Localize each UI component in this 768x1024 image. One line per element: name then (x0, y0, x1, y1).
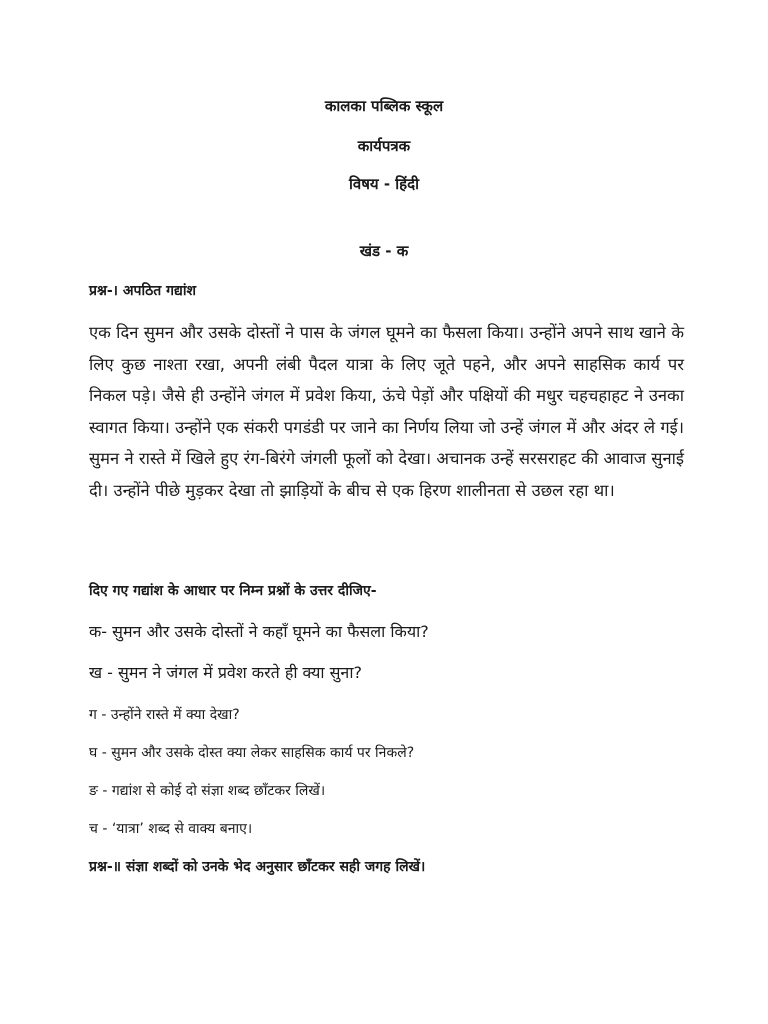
question-1-title: प्रश्न-। अपठित गद्यांश (89, 283, 196, 299)
question-1-instruction: दिए गए गद्यांश के आधार पर निम्न प्रश्नों के उत्तर दीजिए- (89, 583, 377, 599)
school-name: कालका पब्लिक स्कूल (324, 97, 444, 115)
subject-line: विषय - हिंदी (349, 175, 419, 193)
question-1-item-nga: ङ - गद्यांश से कोई दो संज्ञा शब्द छाँटकर लिखें। (89, 783, 326, 799)
question-1-item-cha: च - ‘यात्रा’ शब्द से वाक्य बनाए। (89, 821, 253, 837)
question-2-title: प्रश्न-॥ संज्ञा शब्दों को उनके भेद अनुसार छाँटकर सही जगह लिखें। (89, 859, 426, 875)
question-1-item-ga: ग - उन्होंने रास्ते में क्या देखा? (89, 707, 240, 723)
question-1-item-gha: घ - सुमन और उसके दोस्त क्या लेकर साहसिक कार्य पर निकले? (89, 745, 415, 761)
question-1-item-kha: ख - सुमन ने जंगल में प्रवेश करते ही क्या सुना? (89, 663, 362, 682)
unseen-passage: एक दिन सुमन और उसके दोस्तों ने पास के जंगल घूमने का फैसला किया। उन्होंने अपने साथ खाने के लिए कुछ नाश्ता रखा, अपनी लंबी पैदल यात्रा के लिए जूते पहने, और अपने साहसिक कार्य पर निकल पड़े। जैसे ही उन्होंने जंगल में प्रवेश किया, ऊंचे पेड़ों और पक्षियों की मधुर चहचहाहट ने उनका स्वागत किया। उन्होंने एक संकरी पगडंडी पर जाने का निर्णय लिया जो उन्हें जंगल में और अंदर ले गई। सुमन ने रास्ते में खिले हुए रंग-बिरंगे जंगली फूलों को देखा। अचानक उन्हें सरसराहट की आवाज सुनाई दी। उन्होंने पीछे मुड़कर देखा तो झाड़ियों के बीच से एक हिरण शालीनता से उछल रहा था। (89, 323, 684, 500)
question-1-item-ka: क- सुमन और उसके दोस्तों ने कहाँ घूमने का फैसला किया? (89, 622, 429, 641)
document-type: कार्यपत्रक (357, 137, 411, 155)
section-title: खंड - क (359, 242, 409, 260)
